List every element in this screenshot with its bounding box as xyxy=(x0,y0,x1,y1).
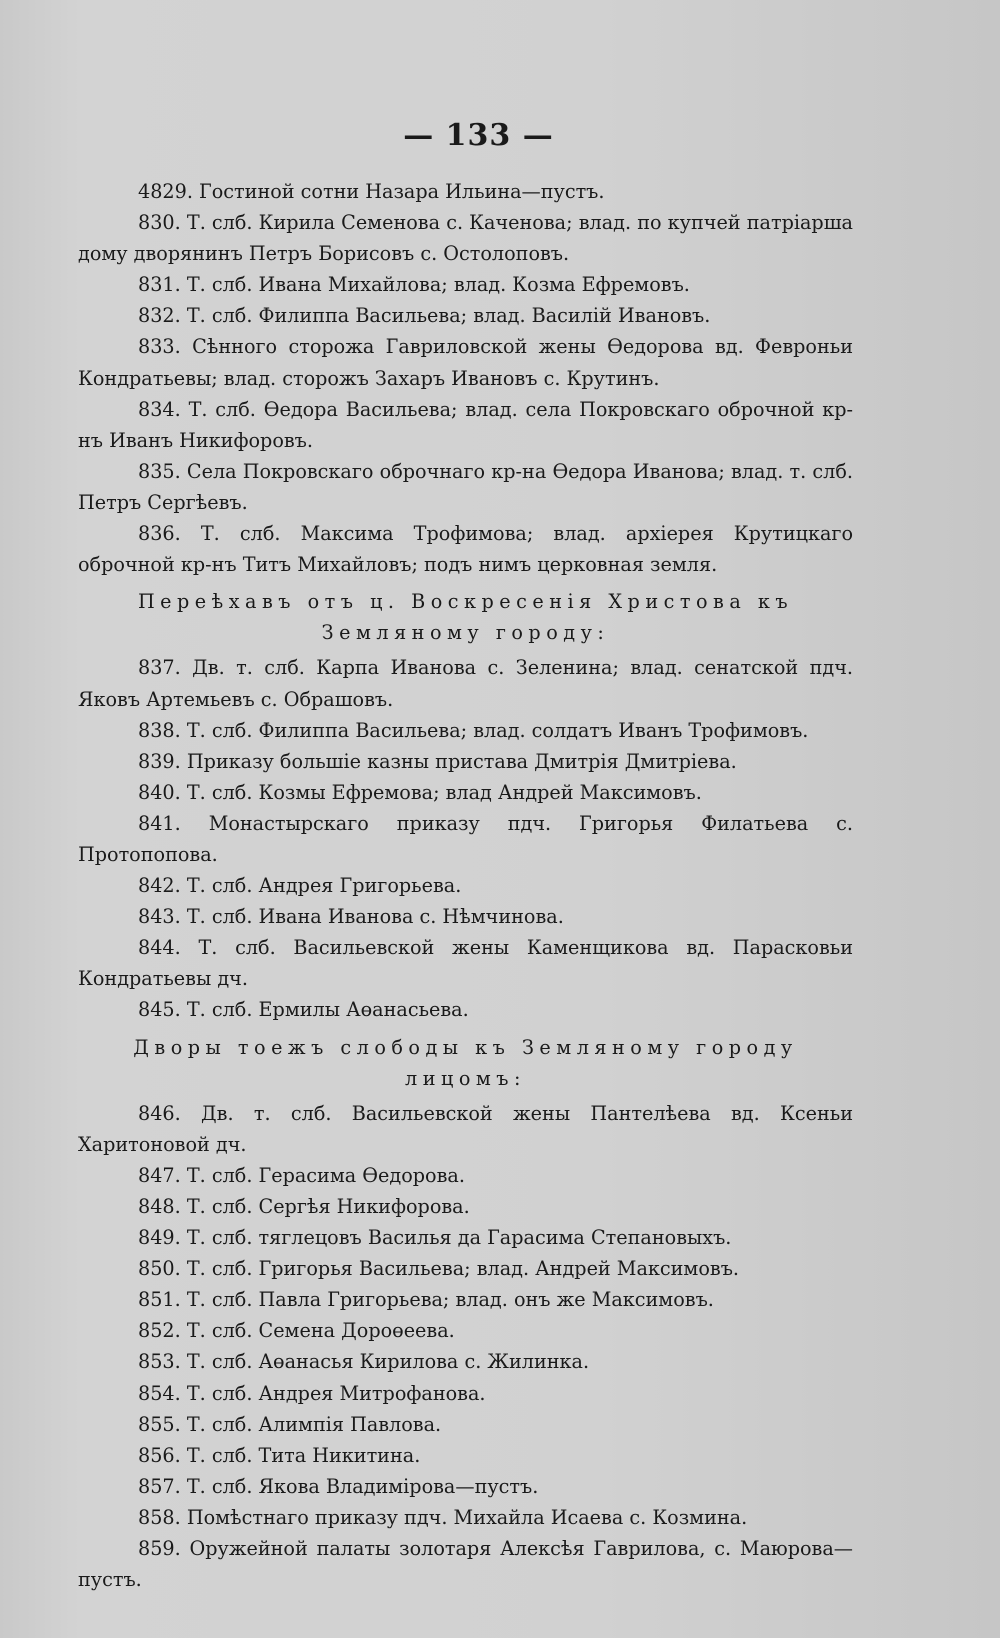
entry xyxy=(78,1378,853,1409)
entry-number: 834. xyxy=(138,397,181,421)
entry-text: Т. слб. Сергѣя Никифорова. xyxy=(186,1195,470,1218)
entry-text: Дв. т. слб. Васильевской жены Пантелѣева вд. Ксеньи Харитоновой дч. xyxy=(78,1101,853,1156)
entry-number: 843. xyxy=(138,905,181,929)
entry-number: 835. xyxy=(138,459,181,483)
entry-text: Т. слб. Алимпія Павлова. xyxy=(186,1412,442,1436)
entry-number: 846. xyxy=(138,1101,181,1125)
entry-number: 831. xyxy=(138,273,181,297)
entry-number: 836. xyxy=(138,522,181,546)
entry-text: Т. слб. Васильевской жены Каменщикова вд. Парасковьи Кондратьевы дч. xyxy=(78,936,853,991)
section-heading-2: Дворы тоежъ слободы къ Земляному городу лицомъ: xyxy=(133,1035,798,1090)
entry-text: Оружейной палаты золотаря Алексѣя Гаврилова, с. Маюрова—пустъ. xyxy=(78,1537,853,1592)
entry-number: 838. xyxy=(138,718,181,742)
page-number: — 133 — xyxy=(403,118,554,153)
entry-text: Т. слб. Григорья Васильева; влад. Андрей Максимовъ. xyxy=(186,1257,740,1281)
entry-number: 855. xyxy=(138,1412,181,1436)
entry-number: 845. xyxy=(138,998,181,1022)
entry xyxy=(78,1284,853,1315)
entry xyxy=(78,1191,853,1222)
entry xyxy=(78,1502,853,1533)
entry-number: 852. xyxy=(138,1319,181,1343)
entry xyxy=(78,456,853,518)
entry-number: 858. xyxy=(138,1505,181,1529)
entry-number: 833. xyxy=(138,335,181,359)
entry-text: Т. слб. Якова Владимірова—пустъ. xyxy=(186,1474,539,1498)
entry-number: 857. xyxy=(138,1474,181,1498)
entry xyxy=(78,1440,853,1471)
entry-text: Т. слб. Филиппа Васильева; влад. Василій Ивановъ. xyxy=(186,304,711,328)
entry xyxy=(78,932,853,994)
entry-number: 839. xyxy=(138,749,181,773)
entry-text: Т. слб. Максима Трофимова; влад. архіерея Крутицкаго оброчной кр-нъ Титъ Михайловъ; подъ нимъ церковная земля. xyxy=(78,522,853,577)
entry xyxy=(78,1533,853,1595)
entry xyxy=(78,901,853,932)
entry-number: 856. xyxy=(138,1443,181,1467)
entry xyxy=(78,1471,853,1502)
entry-number: 849. xyxy=(138,1226,181,1250)
entry-text: Гостиной сотни Назара Ильина—пустъ. xyxy=(199,180,605,203)
entry xyxy=(78,870,853,901)
entry-text: Т. слб. Герасима Өедорова. xyxy=(186,1163,465,1187)
entries-group-b xyxy=(78,652,853,1025)
entry-text: Т. слб. Андрея Григорьева. xyxy=(186,874,462,898)
entry-number: 840. xyxy=(138,780,181,804)
entry-number: 859. xyxy=(138,1537,181,1561)
entry-number: 847. xyxy=(138,1163,181,1187)
entry xyxy=(78,1346,853,1377)
entry xyxy=(78,746,853,777)
entry-text: Т. слб. Ермилы Аөанасьева. xyxy=(186,998,469,1022)
entry xyxy=(78,331,853,393)
entries-group-c xyxy=(78,1098,853,1596)
entry-text: Приказу большіе казны пристава Дмитрія Дмитріева. xyxy=(186,749,737,773)
entry-number: 837. xyxy=(138,656,181,680)
entry-text: Т. слб. Козмы Ефремова; влад Андрей Максимовъ. xyxy=(186,780,702,804)
entry-number: 850. xyxy=(138,1257,181,1281)
entry-number: 854. xyxy=(138,1381,181,1405)
entry-number: 851. xyxy=(138,1288,181,1312)
entry-text: Села Покровскаго оброчнаго кр-на Өедора Иванова; влад. т. слб. Петръ Сергѣевъ. xyxy=(78,459,853,514)
entry xyxy=(78,1315,853,1346)
entry xyxy=(78,715,853,746)
entry-number: 853. xyxy=(138,1350,181,1374)
text-body xyxy=(78,176,853,1595)
section-heading-1: Переѣхавъ отъ ц. Воскресенія Христова къ Земляному городу: xyxy=(137,590,794,645)
entry-text: Т. слб. Семена Дороөеева. xyxy=(186,1319,455,1343)
entry-text: Дв. т. слб. Карпа Иванова с. Зеленина; влад. сенатской пдч. Яковъ Артемьевъ с. Обрашовъ. xyxy=(78,656,853,711)
entry-text: Т. слб. Аөанасья Кирилова с. Жилинка. xyxy=(186,1350,590,1374)
entry-number: 848. xyxy=(138,1195,181,1218)
entry-text: Помѣстнаго приказу пдч. Михайла Исаева с. Козмина. xyxy=(186,1505,748,1529)
entry-text: Т. слб. Өедора Васильева; влад. села Покровскаго оброчной кр-нъ Иванъ Никифоровъ. xyxy=(78,397,853,452)
entry-number: 4829. xyxy=(138,180,193,203)
entry-text: Т. слб. Ивана Иванова с. Нѣмчинова. xyxy=(186,905,564,929)
entry xyxy=(78,994,853,1025)
entry xyxy=(78,1253,853,1284)
entry xyxy=(78,1098,853,1160)
entry-text: Сѣнного сторожа Гавриловской жены Өедорова вд. Февроньи Кондратьевы; влад. сторожъ Захаръ Ивановъ с. Крутинъ. xyxy=(78,335,853,390)
entry-text: Т. слб. Кирила Семенова с. Каченова; влад. по купчей патріарша дому дворянинъ Петръ Борисовъ с. Остолоповъ. xyxy=(78,211,853,266)
entry xyxy=(78,652,853,714)
entry-number: 844. xyxy=(138,936,181,960)
entry-number: 842. xyxy=(138,874,181,898)
entry xyxy=(78,207,853,269)
entry-text: Монастырскаго приказу пдч. Григорья Филатьева с. Протопопова. xyxy=(78,811,853,866)
entry-text: Т. слб. тяглецовъ Василья да Гарасима Степановыхъ. xyxy=(186,1226,732,1250)
entry xyxy=(78,1222,853,1253)
entry-number: 830. xyxy=(138,211,181,235)
entry xyxy=(78,1409,853,1440)
entry xyxy=(78,300,853,331)
entry-text: Т. слб. Ивана Михайлова; влад. Козма Ефремовъ. xyxy=(186,273,690,297)
entry xyxy=(78,777,853,808)
entry-text: Т. слб. Филиппа Васильева; влад. солдатъ Иванъ Трофимовъ. xyxy=(186,718,809,742)
entry xyxy=(78,808,853,870)
entry-number: 841. xyxy=(138,811,181,835)
entry-number: 832. xyxy=(138,304,181,328)
entry-text: Т. слб. Павла Григорьева; влад. онъ же Максимовъ. xyxy=(186,1288,714,1312)
entry-text: Т. слб. Тита Никитина. xyxy=(186,1443,421,1467)
entry xyxy=(78,176,853,207)
entries-group-a xyxy=(78,176,853,580)
entry xyxy=(78,518,853,580)
entry-text: Т. слб. Андрея Митрофанова. xyxy=(186,1381,486,1405)
entry xyxy=(78,1160,853,1191)
entry xyxy=(78,394,853,456)
entry xyxy=(78,269,853,300)
